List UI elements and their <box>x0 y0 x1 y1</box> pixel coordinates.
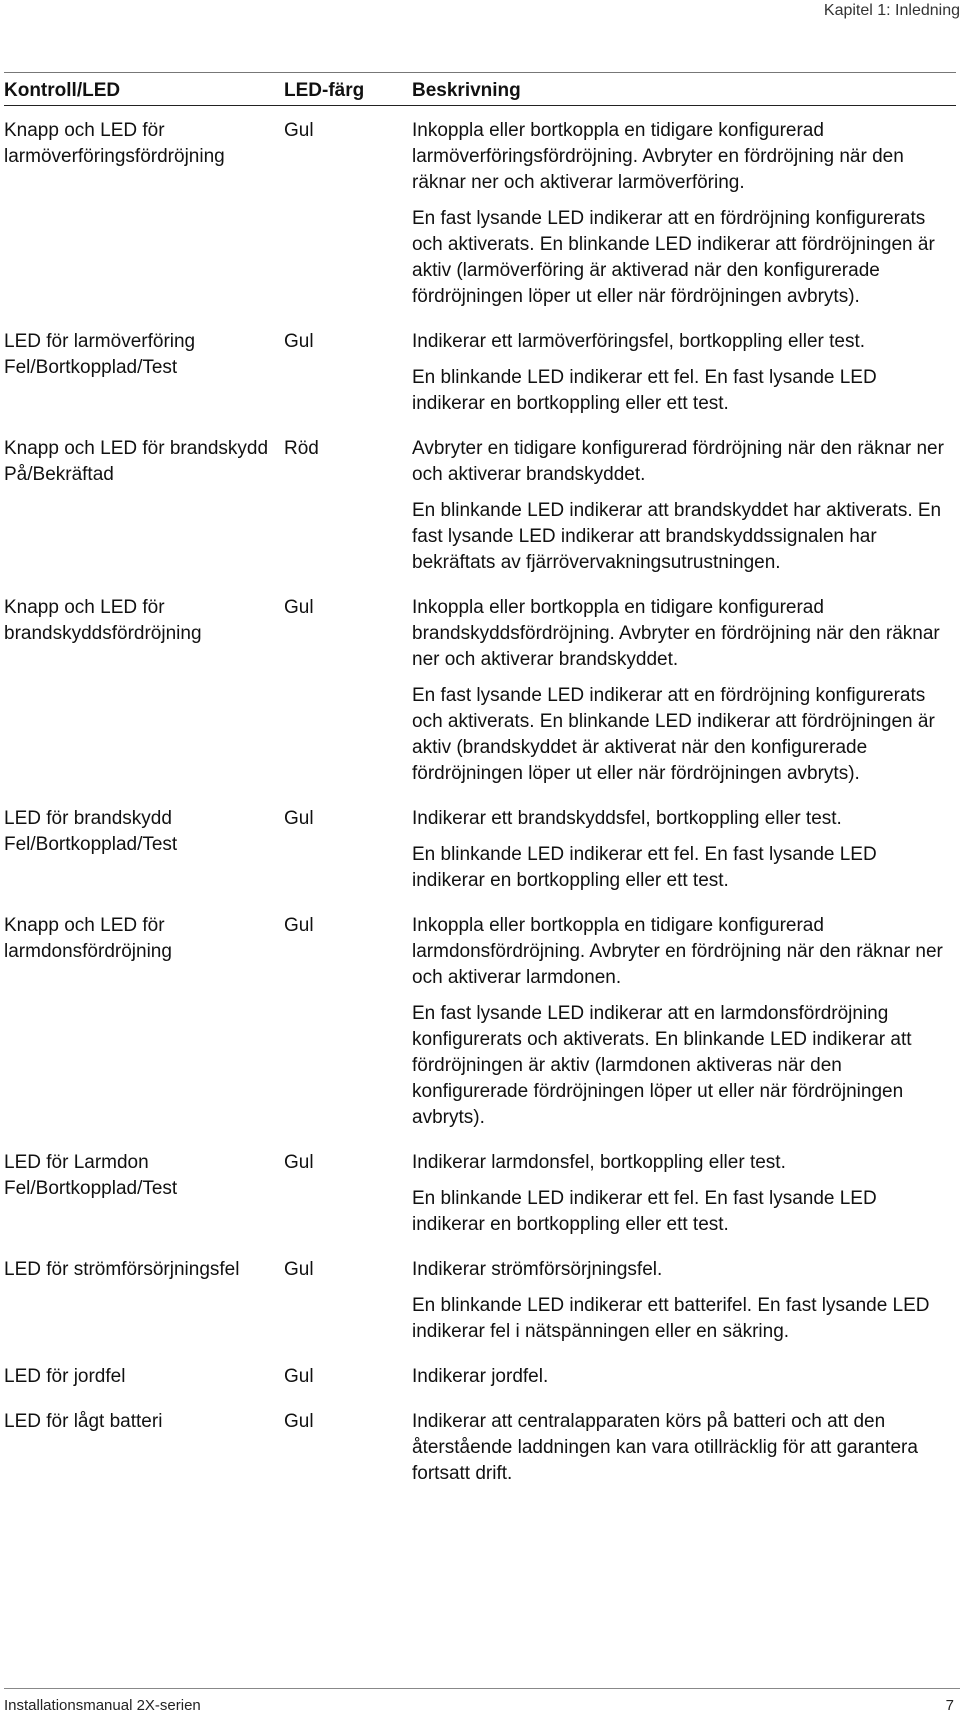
description-paragraph: En blinkande LED indikerar ett fel. En fast lysande LED indikerar en bortkoppling eller ett test. <box>412 844 877 891</box>
description-paragraph: En fast lysande LED indikerar att en fördröjning konfigurerats och aktiverats. En blinkande LED indikerar att fördröjningen är aktiv (brandskyddet är aktiverat när den konfigurerade fördröjningen löper ut eller när fördröjningen avbryts). <box>412 685 935 784</box>
description <box>412 806 952 894</box>
description <box>412 118 952 310</box>
table-row <box>4 329 956 417</box>
control-name: LED för brandskydd Fel/Bortkopplad/Test <box>4 808 178 855</box>
table-header <box>4 72 956 106</box>
table-row <box>4 118 956 310</box>
description-paragraph: Indikerar larmdonsfel, bortkoppling eller test. <box>412 1152 786 1173</box>
table-row <box>4 595 956 787</box>
page-header <box>0 0 960 36</box>
description-paragraph: En fast lysande LED indikerar att en fördröjning konfigurerats och aktiverats. En blinkande LED indikerar att fördröjningen är aktiv (larmöverföring är aktiverad när den konfigurerade fördröjningen löper ut eller när fördröjningen avbryts). <box>412 208 935 307</box>
led-color: Gul <box>284 1366 314 1387</box>
description-paragraph: En blinkande LED indikerar ett fel. En fast lysande LED indikerar en bortkoppling eller ett test. <box>412 1188 877 1235</box>
control-name: Knapp och LED för brandskyddsfördröjning <box>4 597 202 644</box>
table-row <box>4 1409 956 1487</box>
description <box>412 1364 952 1390</box>
description-paragraph: En fast lysande LED indikerar att en larmdonsfördröjning konfigurerats och aktiverats. En blinkande LED indikerar att fördröjningen är aktiv (larmdonen aktiveras när den konfigurerade fördröjningen löper ut eller när fördröjningen avbryts). <box>412 1003 912 1128</box>
control-name: Knapp och LED för brandskydd På/Bekräftad <box>4 438 269 485</box>
column-header-description: Beskrivning <box>412 80 521 101</box>
description-paragraph: Indikerar ett larmöverföringsfel, bortkoppling eller test. <box>412 331 866 352</box>
column-header-control: Kontroll/LED <box>4 80 121 101</box>
page-footer <box>4 1688 960 1717</box>
table-row <box>4 1364 956 1390</box>
description-paragraph: Inkoppla eller bortkoppla en tidigare konfigurerad brandskyddsfördröjning. Avbryter en fördröjning när den räknar ner och aktiverar brandskyddet. <box>412 597 940 670</box>
column-header-color: LED-färg <box>284 80 365 101</box>
description-paragraph: Avbryter en tidigare konfigurerad fördröjning när den räknar ner och aktiverar brandskyddet. <box>412 438 944 485</box>
control-name: LED för lågt batteri <box>4 1411 163 1432</box>
description-paragraph: Indikerar att centralapparaten körs på batteri och att den återstående laddningen kan vara otillräcklig för att garantera fortsatt drift. <box>412 1411 918 1484</box>
table-row <box>4 1150 956 1238</box>
description <box>412 595 952 787</box>
description <box>412 913 952 1131</box>
led-color: Gul <box>284 331 314 352</box>
table-body <box>4 118 956 1487</box>
table-row <box>4 806 956 894</box>
led-color: Röd <box>284 438 319 459</box>
table-row <box>4 436 956 576</box>
description-paragraph: Inkoppla eller bortkoppla en tidigare konfigurerad larmdonsfördröjning. Avbryter en fördröjning när den räknar ner och aktiverar larmdonen. <box>412 915 943 988</box>
control-name: LED för strömförsörjningsfel <box>4 1259 240 1280</box>
manual-title: Installationsmanual 2X-serien <box>4 1697 201 1714</box>
control-name: LED för jordfel <box>4 1366 126 1387</box>
chapter-title: Kapitel 1: Inledning <box>823 2 960 19</box>
led-color: Gul <box>284 120 314 141</box>
led-color: Gul <box>284 808 314 829</box>
control-name: LED för Larmdon Fel/Bortkopplad/Test <box>4 1152 178 1199</box>
led-color: Gul <box>284 597 314 618</box>
led-color: Gul <box>284 1411 314 1432</box>
description <box>412 1409 952 1487</box>
description-paragraph: Indikerar strömförsörjningsfel. <box>412 1259 663 1280</box>
table-row <box>4 913 956 1131</box>
led-color: Gul <box>284 915 314 936</box>
description-paragraph: Inkoppla eller bortkoppla en tidigare konfigurerad larmöverföringsfördröjning. Avbryter en fördröjning när den räknar ner och aktiverar larmöverföring. <box>412 120 904 193</box>
control-name: LED för larmöverföring Fel/Bortkopplad/Test <box>4 331 196 378</box>
led-color: Gul <box>284 1259 314 1280</box>
description-paragraph: Indikerar ett brandskyddsfel, bortkoppling eller test. <box>412 808 842 829</box>
description <box>412 1150 952 1238</box>
description <box>412 329 952 417</box>
control-name: Knapp och LED för larmöverföringsfördröjning <box>4 120 225 167</box>
description <box>412 1257 952 1345</box>
page-number: 7 <box>945 1697 954 1714</box>
led-table <box>4 72 956 1506</box>
control-name: Knapp och LED för larmdonsfördröjning <box>4 915 172 962</box>
description-paragraph: En blinkande LED indikerar ett batterifel. En fast lysande LED indikerar fel i nätspänningen eller en säkring. <box>412 1295 930 1342</box>
description-paragraph: Indikerar jordfel. <box>412 1366 549 1387</box>
description-paragraph: En blinkande LED indikerar att brandskyddet har aktiverats. En fast lysande LED indikerar att brandskyddssignalen har bekräftats av fjärrövervakningsutrustningen. <box>412 500 942 573</box>
led-color: Gul <box>284 1152 314 1173</box>
description <box>412 436 952 576</box>
description-paragraph: En blinkande LED indikerar ett fel. En fast lysande LED indikerar en bortkoppling eller ett test. <box>412 367 877 414</box>
table-row <box>4 1257 956 1345</box>
